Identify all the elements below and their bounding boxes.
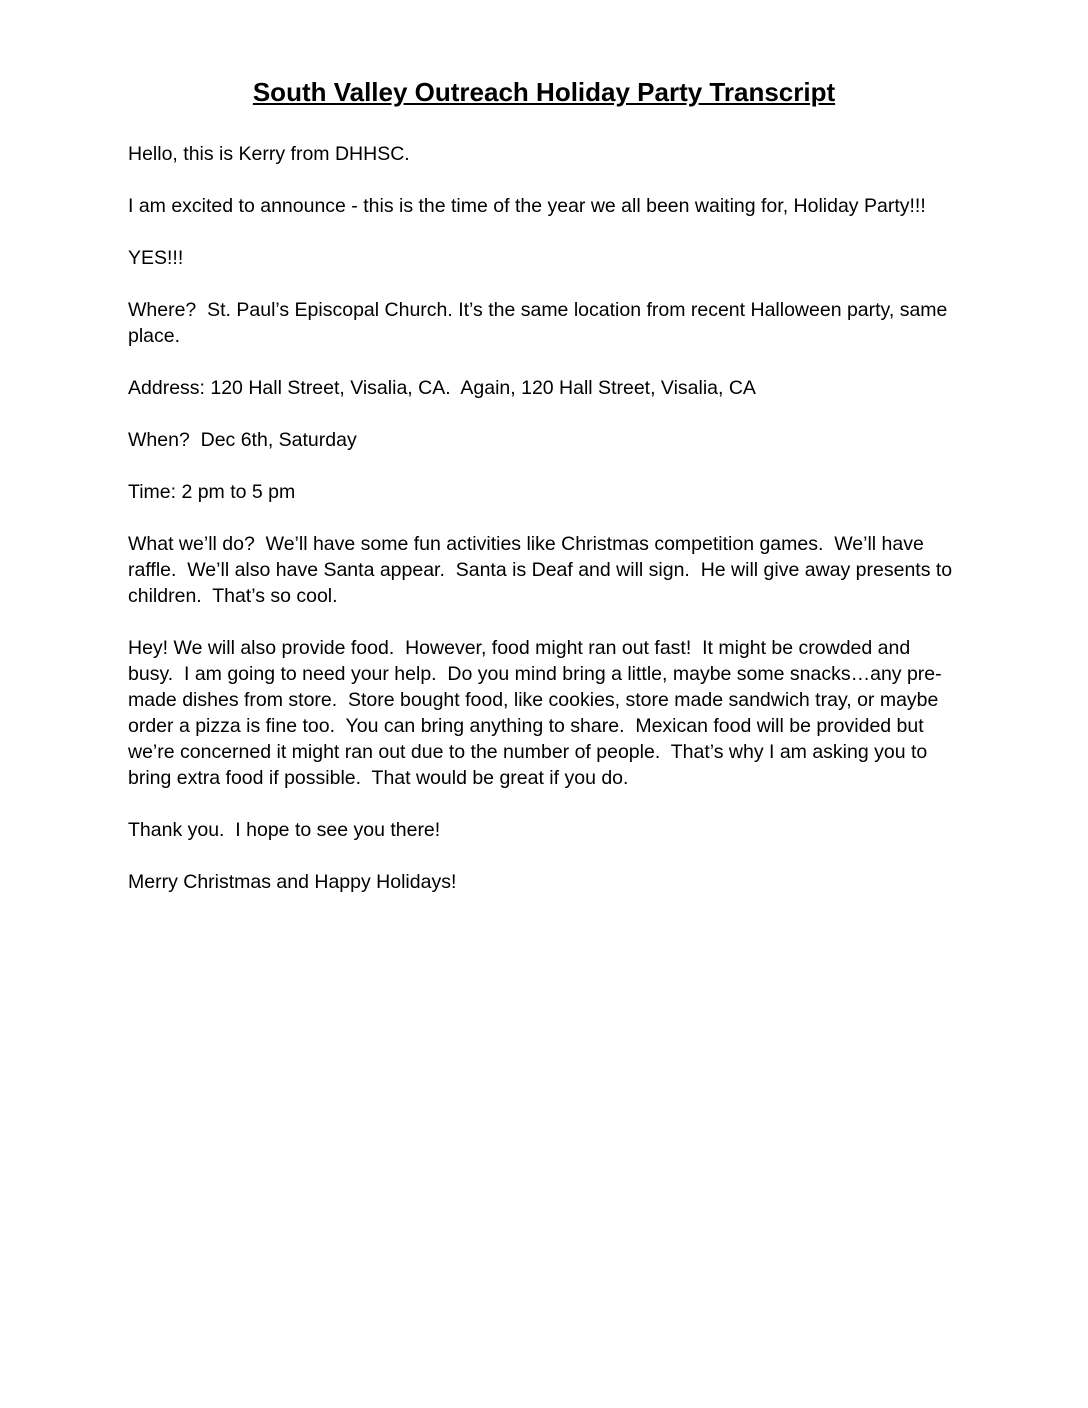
paragraph-time: Time: 2 pm to 5 pm bbox=[128, 481, 296, 503]
paragraph-address: Address: 120 Hall Street, Visalia, CA. Again, 120 Hall Street, Visalia, CA bbox=[128, 377, 756, 399]
paragraph-when: When? Dec 6th, Saturday bbox=[128, 429, 357, 451]
paragraph-where: Where? St. Paul’s Episcopal Church. It’s the same location from recent Halloween party, same place. bbox=[128, 299, 953, 347]
paragraph-yes: YES!!! bbox=[128, 247, 184, 269]
document-title: South Valley Outreach Holiday Party Transcript bbox=[252, 77, 836, 107]
paragraph-announcement: I am excited to announce - this is the time of the year we all been waiting for, Holiday Party!!! bbox=[128, 195, 926, 217]
paragraph-greeting: Hello, this is Kerry from DHHSC. bbox=[128, 143, 410, 165]
paragraph-activities: What we’ll do? We’ll have some fun activities like Christmas competition games. We’ll have raffle. We’ll also have Santa appear. Santa is Deaf and will sign. He will give away presents to children. That’s so cool. bbox=[128, 533, 958, 607]
paragraph-thanks: Thank you. I hope to see you there! bbox=[128, 819, 441, 841]
paragraph-food: Hey! We will also provide food. However, food might ran out fast! It might be crowded and busy. I am going to need your help. Do you mind bring a little, maybe some snacks…any pre-made dishes from store. Store bought food, like cookies, store made sandwich tray, or maybe order a pizza is fine too. You can bring anything to share. Mexican food will be provided but we’re concerned it might ran out due to the number of people. That’s why I am asking you to bring extra food if possible. That would be great if you do. bbox=[128, 637, 944, 789]
paragraph-closing: Merry Christmas and Happy Holidays! bbox=[128, 871, 457, 893]
